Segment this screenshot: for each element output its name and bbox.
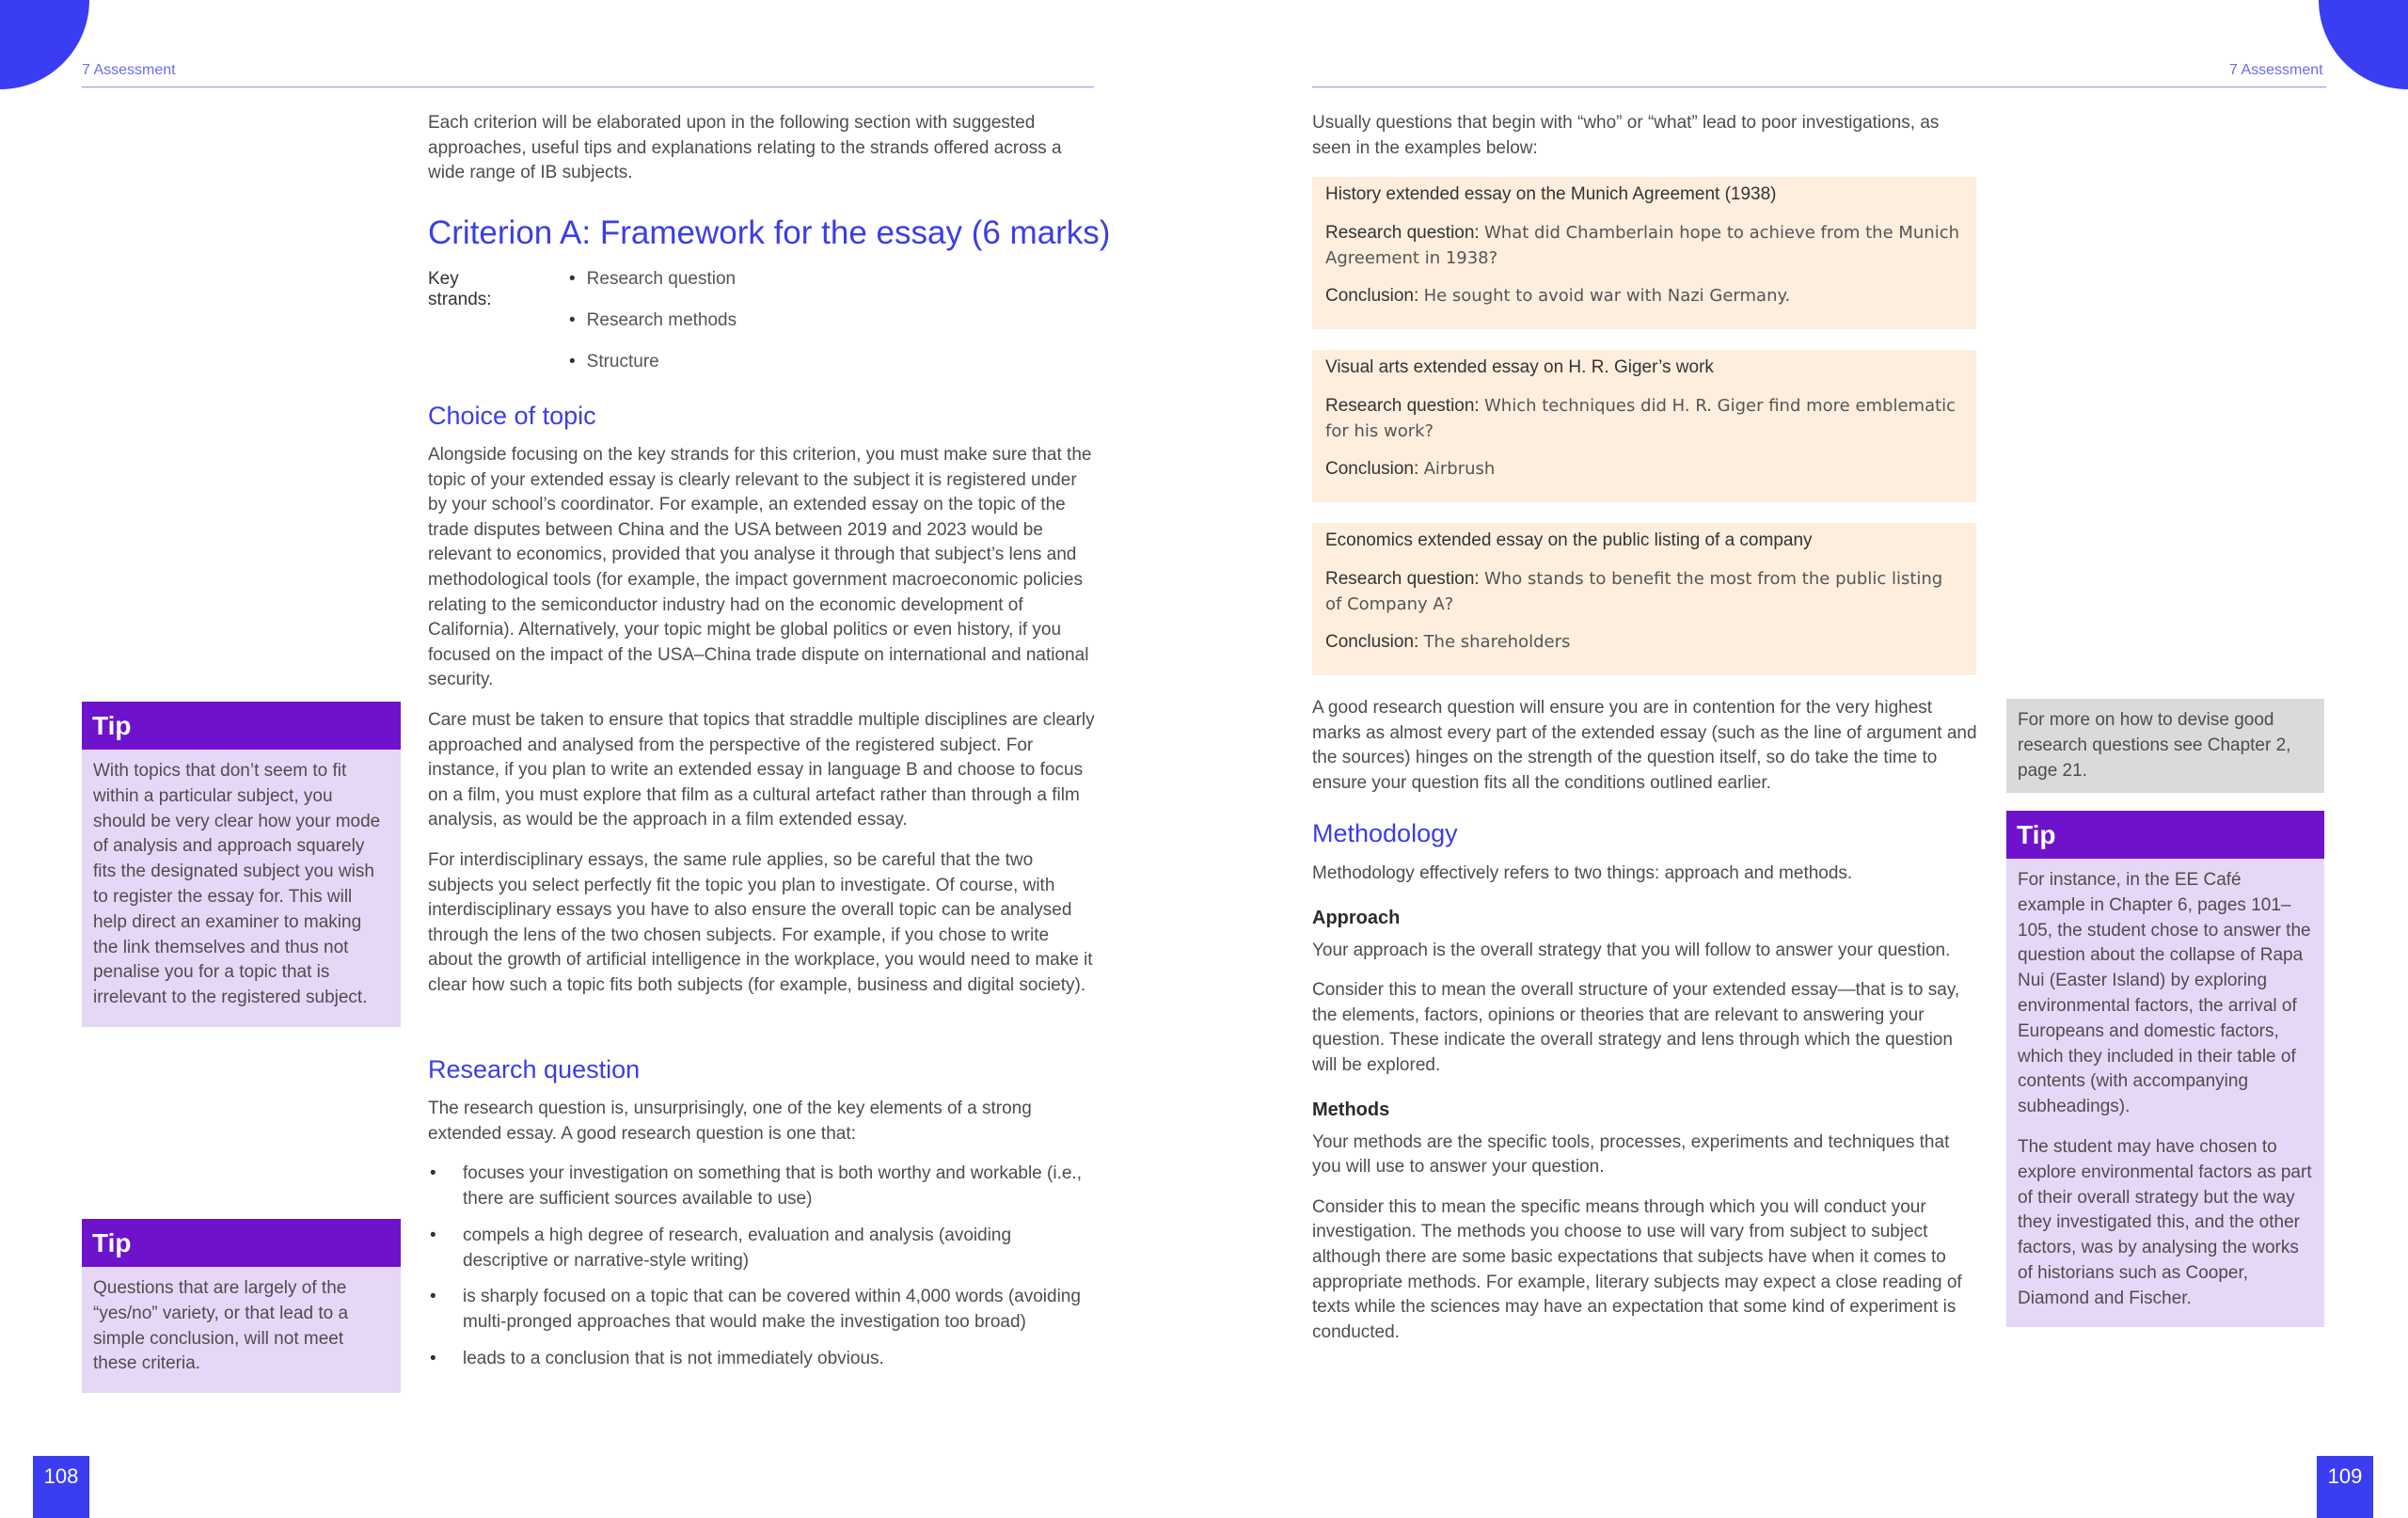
example-title: Visual arts extended essay on H. R. Giger’s work	[1325, 357, 1714, 377]
cross-reference-box	[2006, 699, 2324, 793]
choice-paragraph-2: Care must be taken to ensure that topics that straddle multiple disciplines are clearly approached and analysed from the perspective of the registered subject. For instance, if you plan to write an extended essay in language B and choose to focus on a film, you must explore that film as a cultural artefact rather than through a film analysis, as would be the approach in a film extended essay.	[428, 709, 1095, 830]
example-conclusion	[1325, 284, 1963, 309]
list-item: • compels a high degree of research, evaluation and analysis (avoiding descriptive or narrative-style writing)	[428, 1224, 1098, 1274]
rq-text: Who stands to benefit the most from the public listing of Company A?	[1325, 568, 1943, 614]
example-box-economics	[1312, 523, 1976, 675]
methodology-intro: Methodology effectively refers to two things: approach and methods.	[1312, 863, 1853, 883]
list-item: • Structure	[569, 352, 737, 393]
conclusion-text: The shareholders	[1423, 632, 1571, 653]
left-running-head: 7 Assessment	[82, 62, 176, 78]
example-box-history	[1312, 177, 1976, 329]
methods-paragraph-1: Your methods are the specific tools, processes, experiments and techniques that you will use to answer your question.	[1312, 1131, 1950, 1178]
top-left-corner-decoration	[0, 0, 89, 89]
left-page-number: 108	[33, 1456, 89, 1518]
tip-text: Questions that are largely of the “yes/no” variety, or that lead to a simple conclusion, will not meet these criteria.	[93, 1278, 349, 1374]
list-item: • Research methods	[569, 310, 737, 352]
tip-box-yes-no	[82, 1219, 401, 1393]
list-item: • leads to a conclusion that is not immediately obvious.	[428, 1347, 1098, 1372]
conclusion-label: Conclusion:	[1325, 459, 1419, 480]
intro-paragraph: Usually questions that begin with “who” or “what” lead to poor investigations, as seen in the examples below:	[1312, 113, 1940, 158]
cross-reference-text: For more on how to devise good research questions see Chapter 2, page 21.	[2018, 710, 2291, 781]
approach-heading: Approach	[1312, 907, 1401, 928]
research-question-body	[428, 1097, 1098, 1384]
methods-paragraph-2: Consider this to mean the specific means through which you will conduct your investigation. The methods you choose to use will vary from subject to subject although there are some basic expectations that subjects have when it comes to appropriate methods. For example, literary subjects may expect a close reading of texts while the sciences may have an expectation that some kind of experiment is conducted.	[1312, 1196, 1962, 1342]
list-item: • focuses your investigation on something that is both worthy and workable (i.e., there are sufficient sources available to use)	[428, 1162, 1098, 1212]
rq-text: What did Chamberlain hope to achieve from the Munich Agreement in 1938?	[1325, 222, 1960, 268]
conclusion-text: He sought to avoid war with Nazi Germany.	[1423, 286, 1791, 307]
example-research-question	[1325, 394, 1963, 445]
methodology-body	[1312, 862, 1982, 1345]
rq-label: Research question:	[1325, 395, 1480, 416]
criterion-a-heading: Criterion A: Framework for the essay (6 marks)	[428, 214, 1111, 251]
good-rq-paragraph: A good research question will ensure you are in contention for the very highest marks as almost every part of the extended essay (such as the line of argument and the sources) hinges on the strength of the question itself, so do take the time to ensure your question fits all the conditions outlined earlier.	[1312, 698, 1977, 793]
tip-body	[2006, 859, 2324, 1312]
tip-text: With topics that don’t seem to fit within a particular subject, you should be very clear how your mode of analysis and approach squarely fits the designated subject you wish to register the essay for. This will help direct an examiner to making the link themselves and thus not penalise you for a topic that is irrelevant to the registered subject.	[93, 761, 381, 1008]
right-running-head: 7 Assessment	[2229, 62, 2323, 78]
left-main-column	[428, 111, 1096, 186]
key-strands-list	[569, 269, 737, 393]
example-title: History extended essay on the Munich Agreement (1938)	[1325, 184, 1777, 204]
approach-paragraph-1: Your approach is the overall strategy that you will follow to answer your question.	[1312, 940, 1951, 960]
research-question-heading: Research question	[428, 1055, 641, 1083]
tip-box-ee-cafe	[2006, 811, 2324, 1327]
choice-paragraph-3: For interdisciplinary essays, the same rule applies, so be careful that the two subjects you select perfectly fit the topic you plan to investigate. Of course, with interdisciplinary essays you have to also ensure the overall topic can be analysed through the lens of the two chosen subjects. For example, if you chose to write about the growth of artificial intelligence in the workplace, you would need to make it clear how such a topic fits both subjects (for example, business and digital society).	[428, 849, 1093, 995]
choice-of-topic-heading: Choice of topic	[428, 402, 596, 430]
example-conclusion	[1325, 630, 1963, 656]
rq-label: Research question:	[1325, 568, 1480, 589]
methods-heading: Methods	[1312, 1099, 1390, 1120]
key-strands-label: Key strands:	[428, 269, 492, 309]
list-item: • Research question	[569, 269, 737, 310]
approach-paragraph-2: Consider this to mean the overall structure of your extended essay—that is to say, the elements, factors, opinions or theories that are relevant to answering your question. These indicate the overall strategy and lens through which the question will be explored.	[1312, 980, 1960, 1075]
conclusion-text: Airbrush	[1423, 459, 1496, 480]
methodology-heading: Methodology	[1312, 819, 1458, 847]
list-item: • is sharply focused on a topic that can be covered within 4,000 words (avoiding multi-pronged approaches that would make the investigation too broad)	[428, 1285, 1098, 1336]
intro-paragraph: Each criterion will be elaborated upon in the following section with suggested approaches, useful tips and explanations relating to the strands offered across a wide range of IB subjects.	[428, 113, 1062, 183]
good-rq-paragraph-block	[1312, 696, 1982, 796]
tip-heading: Tip	[82, 702, 401, 750]
tip-box-topic-fit	[82, 702, 401, 1027]
choice-paragraph-1: Alongside focusing on the key strands for this criterion, you must make sure that the topic of your extended essay is clearly relevant to the subject it is registered under by your school’s coordinator. For example, an extended essay on the topic of the trade disputes between China and the USA between 2019 and 2023 would be relevant to economics, provided that you analyse it through that subject’s lens and methodological tools (for example, the impact government macroeconomic policies relating to the semiconductor industry had on the economic development of California). Alternatively, your topic might be global politics or even history, if you focused on the impact of the USA–China trade dispute on international and national security.	[428, 445, 1092, 690]
conclusion-label: Conclusion:	[1325, 632, 1419, 653]
example-conclusion	[1325, 457, 1963, 482]
example-research-question	[1325, 221, 1963, 272]
choice-of-topic-body	[428, 443, 1098, 998]
example-research-question	[1325, 567, 1963, 618]
top-right-corner-decoration	[2319, 0, 2408, 89]
tip-text: The student may have chosen to explore environmental factors as part of their overall strategy but the way they investigated this, and the other factors, was by analysing the works of historians such as Cooper, Diamond and Fischer.	[2018, 1136, 2312, 1308]
tip-text: For instance, in the EE Café example in Chapter 6, pages 101–105, the student chose to answer the question about the collapse of Rapa Nui (Easter Island) by exploring environmental factors, the arrival of Europeans and domestic factors, which they included in their table of contents (with accompanying subheadings).	[2018, 870, 2311, 1117]
rq-criteria-list	[428, 1162, 1098, 1372]
right-intro	[1312, 111, 1982, 161]
tip-heading: Tip	[2006, 811, 2324, 859]
example-box-visual-arts	[1312, 350, 1976, 502]
tip-heading: Tip	[82, 1219, 401, 1267]
tip-body	[82, 750, 401, 1011]
rq-text: Which techniques did H. R. Giger find more emblematic for his work?	[1325, 395, 1956, 441]
rq-label: Research question:	[1325, 222, 1480, 243]
right-page-number: 109	[2317, 1456, 2373, 1518]
example-title: Economics extended essay on the public listing of a company	[1325, 530, 1813, 550]
conclusion-label: Conclusion:	[1325, 286, 1419, 307]
rq-intro-paragraph: The research question is, unsurprisingly, one of the key elements of a strong extended essay. A good research question is one that:	[428, 1099, 1032, 1144]
tip-body	[82, 1267, 401, 1377]
